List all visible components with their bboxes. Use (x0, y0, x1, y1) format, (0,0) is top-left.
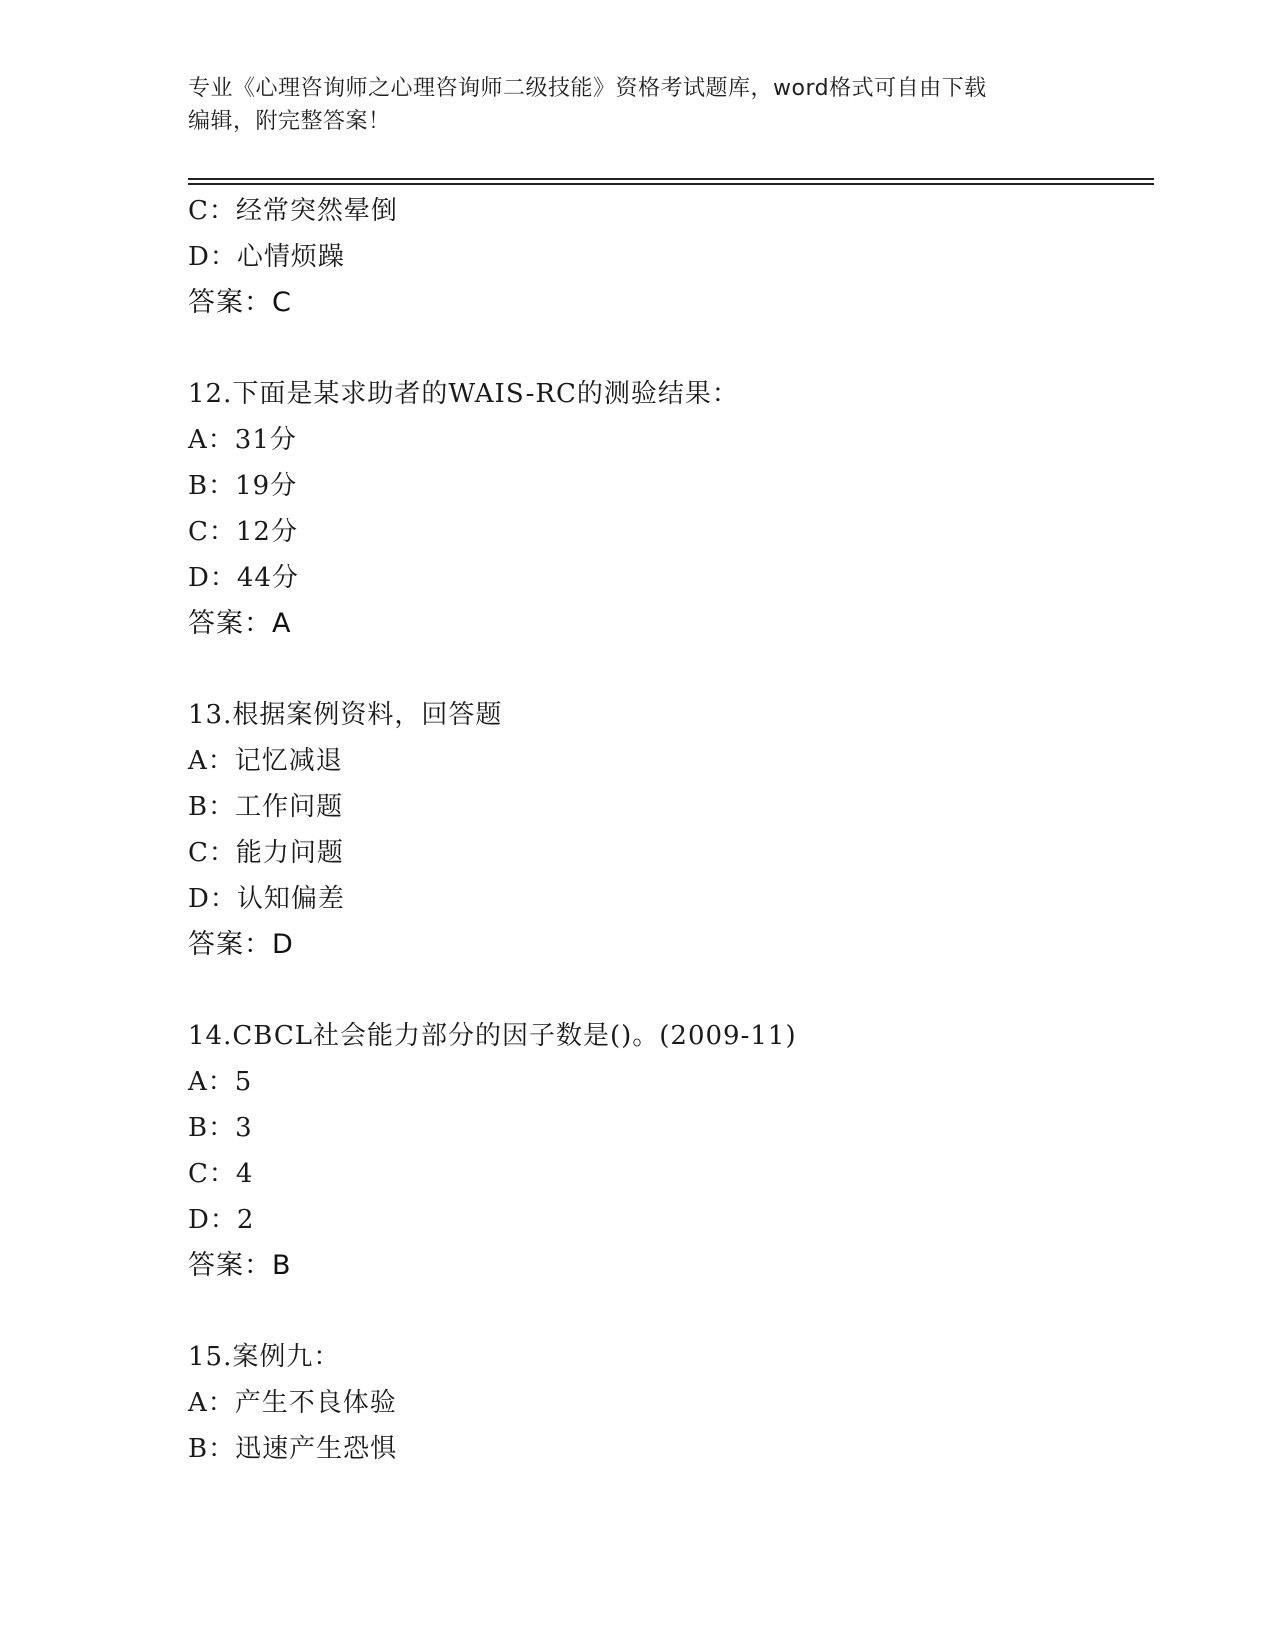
option-d: D：44分 (188, 563, 299, 593)
header-divider-top (188, 178, 1154, 180)
document-header (188, 72, 1088, 138)
option-a: A：记忆减退 (188, 746, 343, 776)
question-title: 13.根据案例资料，回答题 (188, 700, 503, 730)
option-b: B：19分 (188, 471, 298, 501)
option-d: D：心情烦躁 (188, 242, 345, 272)
answer-line: 答案：C (188, 287, 292, 318)
question-11-continued (188, 188, 1148, 326)
option-d: D：认知偏差 (188, 884, 345, 914)
option-b: B：3 (188, 1113, 253, 1143)
header-line-2: 编辑，附完整答案！ (188, 109, 391, 134)
answer-line: 答案：A (188, 608, 292, 639)
option-c: C：12分 (188, 517, 298, 547)
header-line-1: 专业《心理咨询师之心理咨询师二级技能》资格考试题库，word格式可自由下载 (188, 76, 987, 101)
question-12 (188, 371, 1148, 647)
option-c: C：4 (188, 1159, 254, 1189)
question-title: 14.CBCL社会能力部分的因子数是()。(2009-11) (188, 1021, 797, 1051)
option-d: D：2 (188, 1205, 255, 1235)
option-a: A：5 (188, 1067, 253, 1097)
question-14 (188, 1013, 1148, 1289)
answer-line: 答案：D (188, 929, 294, 960)
question-list (188, 188, 1148, 1472)
option-a: A：31分 (188, 425, 297, 455)
option-c: C：能力问题 (188, 838, 344, 868)
question-13 (188, 692, 1148, 968)
option-a: A：产生不良体验 (188, 1388, 397, 1418)
option-b: B：工作问题 (188, 792, 344, 822)
header-divider-bottom (188, 183, 1154, 185)
question-title: 15.案例九： (188, 1342, 341, 1372)
option-c: C：经常突然晕倒 (188, 196, 398, 226)
answer-line: 答案：B (188, 1250, 292, 1281)
option-b: B：迅速产生恐惧 (188, 1434, 398, 1464)
question-15 (188, 1334, 1148, 1472)
question-title: 12.下面是某求助者的WAIS-RC的测验结果： (188, 379, 739, 409)
